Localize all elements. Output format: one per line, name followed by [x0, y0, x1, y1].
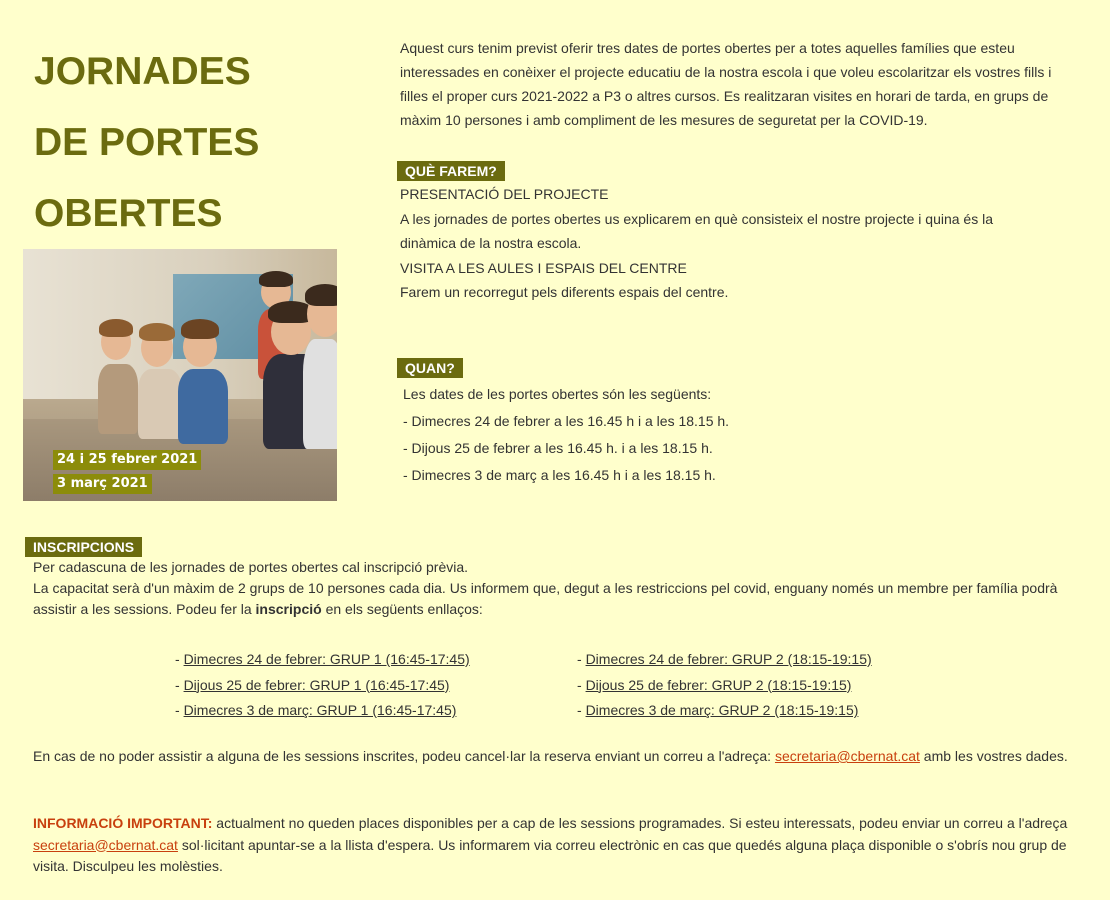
child-figure: [138, 369, 182, 439]
list-item: [577, 647, 872, 673]
list-item: [577, 673, 872, 699]
page-title: [34, 36, 259, 249]
que-farem-line: Farem un recorregut pels diferents espais del centre.: [400, 284, 729, 300]
child-hair: [259, 271, 293, 287]
photo-date-tag-1: 24 i 25 febrer 2021: [53, 450, 201, 470]
list-dash: -: [175, 702, 184, 718]
important-text: actualment no queden places disponibles per a cap de les sessions programades. Si esteu interessats, podeu enviar un correu a l'adreça: [212, 815, 1068, 831]
list-dash: -: [175, 676, 184, 693]
quan-content: [403, 381, 729, 489]
title-line-3: OBERTES: [34, 192, 223, 235]
inscripcions-text: en els següents enllaços:: [321, 601, 483, 617]
child-hair: [99, 319, 133, 337]
inscripcio-bold: inscripció: [255, 601, 322, 617]
child-hair: [139, 323, 175, 341]
cancel-text: En cas de no poder assistir a alguna de les sessions inscrites, podeu cancel·lar la reserva enviant un correu a l'adreça:: [33, 748, 775, 764]
cancel-paragraph: [33, 746, 1101, 768]
cancel-text: amb les vostres dades.: [919, 748, 1068, 764]
que-farem-label: QUÈ FAREM?: [397, 161, 505, 181]
inscripcions-section: [25, 535, 142, 560]
intro-paragraph: Aquest curs tenim previst oferir tres dates de portes obertes per a totes aquelles famílies que esteu interessades en conèixer el projecte educatiu de la nostra escola i que voleu escolaritzar els vostres fills i filles el proper curs 2021-2022 a P3 o altres cursos. Es realitzaran visites en horari de tarda, en grups de màxim 10 persones i amb compliment de les mesures de seguretat per la COVID-19.: [400, 40, 1052, 128]
quan-label: QUAN?: [397, 358, 463, 378]
quan-line: - Dijous 25 de febrer a les 16.45 h. i a les 18.15 h.: [403, 440, 713, 456]
link-group2-mar3[interactable]: Dimecres 3 de març: GRUP 2 (18:15-19:15): [585, 702, 859, 718]
list-item: [577, 698, 872, 724]
email-link[interactable]: secretaria@cbernat.cat: [33, 836, 178, 853]
link-group2-feb24[interactable]: Dimecres 24 de febrer: GRUP 2 (18:15-19:15): [585, 651, 872, 667]
list-dash: -: [577, 651, 586, 667]
link-group1-mar3[interactable]: Dimecres 3 de març: GRUP 1 (16:45-17:45): [183, 702, 457, 718]
list-dash: -: [577, 676, 586, 693]
link-group1-feb24[interactable]: Dimecres 24 de febrer: GRUP 1 (16:45-17:45): [183, 651, 470, 667]
title-line-2: DE PORTES: [34, 121, 260, 164]
inscripcions-label: INSCRIPCIONS: [25, 537, 142, 557]
child-figure: [178, 369, 228, 444]
children-photo: [23, 249, 337, 501]
que-farem-line: VISITA A LES AULES I ESPAIS DEL CENTRE: [400, 259, 687, 276]
important-text: sol·licitant apuntar-se a la llista d'espera. Us informarem via correu electrònic en cas que quedés alguna plaça disponible o s'obrís nou grup de visita. Disculpeu les molèsties.: [33, 836, 1067, 874]
photo-date-tag-2: 3 març 2021: [53, 474, 152, 494]
important-paragraph: [33, 813, 1101, 878]
que-farem-line: PRESENTACIÓ DEL PROJECTE: [400, 186, 609, 202]
group2-links: [577, 647, 872, 724]
que-farem-line: dinàmica de la nostra escola.: [400, 235, 582, 251]
link-group1-feb25[interactable]: Dijous 25 de febrer: GRUP 1 (16:45-17:45): [183, 676, 450, 693]
list-item: [175, 698, 470, 724]
child-hair: [181, 319, 219, 339]
child-hair: [305, 284, 337, 306]
quan-line: - Dimecres 3 de març a les 16.45 h i a les 18.15 h.: [403, 467, 716, 483]
group1-links: [175, 647, 470, 724]
list-dash: -: [175, 651, 184, 667]
inscripcions-content: [33, 557, 1098, 620]
inscripcions-line-1: Per cadascuna de les jornades de portes obertes cal inscripció prèvia.: [33, 559, 469, 575]
child-figure: [303, 339, 337, 449]
quan-line: - Dimecres 24 de febrer a les 16.45 h i a les 18.15 h.: [403, 413, 730, 429]
quan-line: Les dates de les portes obertes són les següents:: [403, 386, 712, 402]
que-farem-line: A les jornades de portes obertes us explicarem en què consisteix el nostre projecte i quina és la: [400, 210, 994, 227]
title-line-1: JORNADES: [34, 50, 251, 93]
list-dash: -: [577, 702, 586, 718]
list-item: [175, 647, 470, 673]
que-farem-section: [397, 159, 505, 184]
quan-section: [397, 356, 463, 381]
important-label: INFORMACIÓ IMPORTANT:: [33, 815, 213, 831]
list-item: [175, 673, 470, 699]
que-farem-content: [400, 182, 1080, 305]
inscripcions-text: La capacitat serà d'un màxim de 2 grups de 10 persones cada dia. Us informem que, degut a les restriccions pel covid, enguany només un membre per família podrà assistir a les sessions. Podeu fer la: [33, 580, 1058, 617]
child-figure: [98, 364, 138, 434]
inscripcions-line-2: [33, 578, 1098, 620]
email-link[interactable]: secretaria@cbernat.cat: [774, 748, 920, 764]
link-group2-feb25[interactable]: Dijous 25 de febrer: GRUP 2 (18:15-19:15): [585, 676, 852, 693]
